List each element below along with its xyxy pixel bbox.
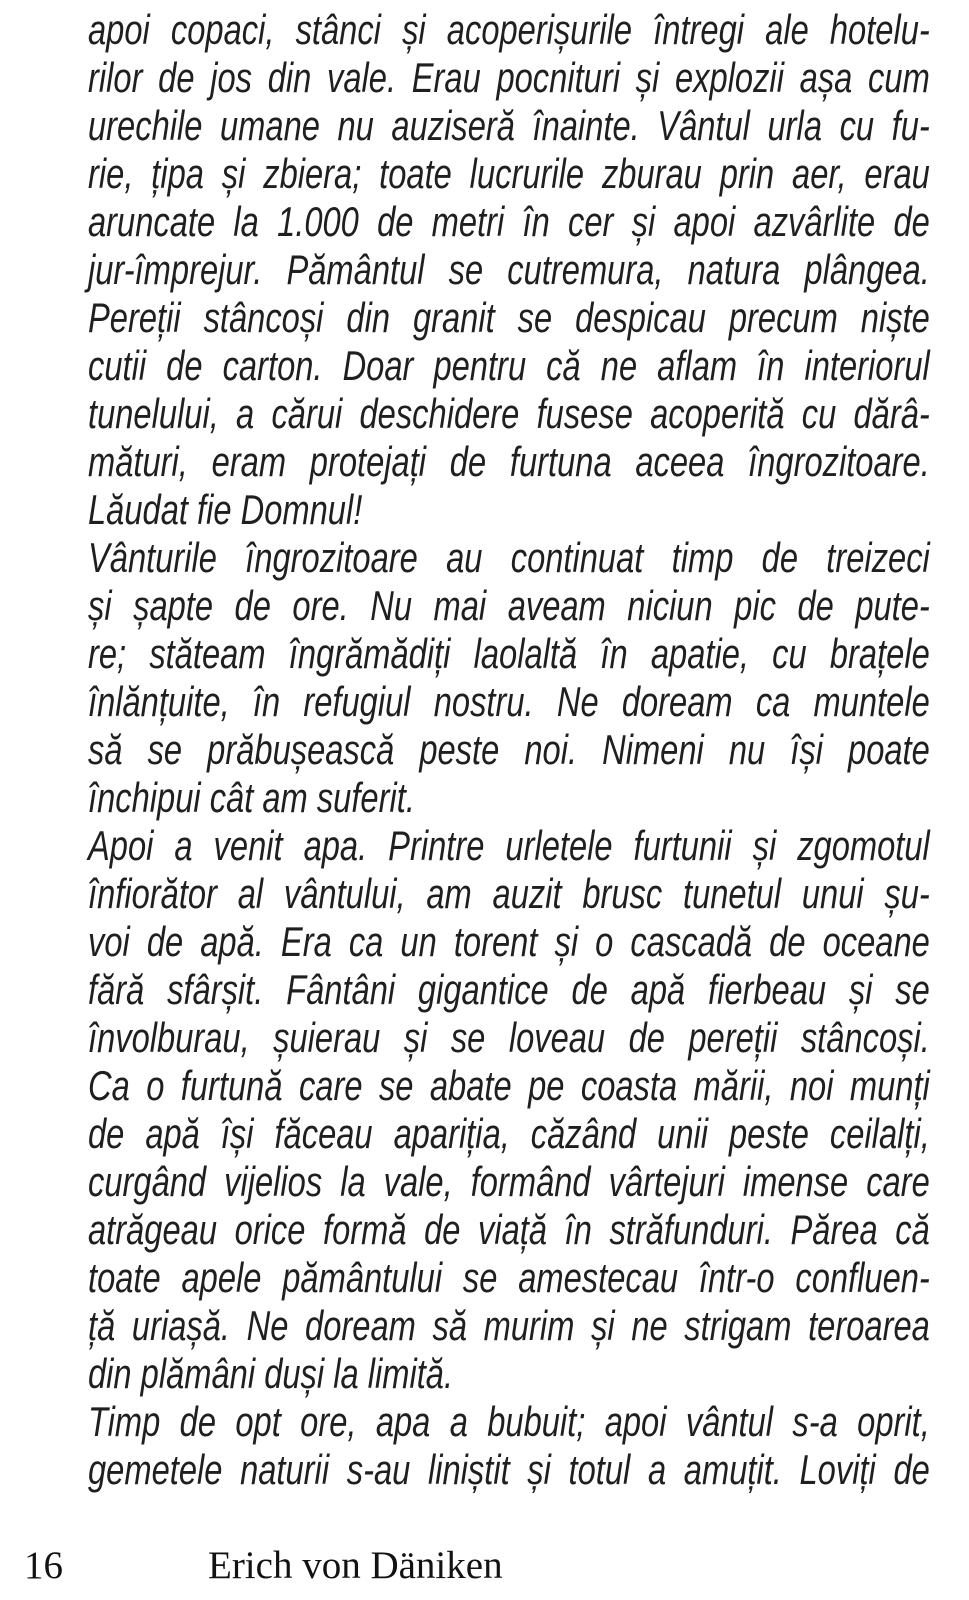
text-line: apoi copaci, stânci și acoperișurile întregi ale hotelu- [88,6,930,53]
text-line: voi de apă. Era ca un torent și o cascadă de oceane [88,918,930,965]
text-line: înfiorător al vântului, am auzit brusc tunetul unui șu- [88,870,930,917]
text-line: toate apele pământului se amestecau într-o confluen- [88,1254,930,1301]
text-line: gemetele naturii s-au liniștit și totul a amuțit. Loviți de [88,1446,930,1493]
text-line: Ca o furtună care se abate pe coasta mării, noi munți [88,1062,930,1109]
page-number: 16 [24,1544,63,1587]
text-line: și șapte de ore. Nu mai aveam niciun pic de pute- [88,582,930,629]
text-line: urechile umane nu auziseră înainte. Vântul urla cu fu- [88,102,930,149]
page-text [88,6,930,1494]
text-line: rilor de jos din vale. Erau pocnituri și explozii așa cum [88,54,930,101]
text-line: curgând vijelios la vale, formând vârtejuri imense care [88,1158,930,1205]
text-line: ță uriașă. Ne doream să murim și ne strigam teroarea [88,1302,930,1349]
text-line: jur-împrejur. Pământul se cutremura, natura plângea. [88,246,930,293]
text-line: învolburau, șuierau și se loveau de pereții stâncoși. [88,1014,930,1061]
text-line: Apoi a venit apa. Printre urletele furtunii și zgomotul [88,822,930,869]
text-line: Vânturile îngrozitoare au continuat timp de treizeci [88,534,930,581]
text-line: înlănțuite, în refugiul nostru. Ne doream ca muntele [88,678,930,725]
text-line: mături, eram protejați de furtuna aceea îngrozitoare. [88,438,930,485]
running-footer-author: Erich von Däniken [208,1544,503,1587]
text-line: atrăgeau orice formă de viață în străfunduri. Părea că [88,1206,930,1253]
text-line: fără sfârșit. Fântâni gigantice de apă fierbeau și se [88,966,930,1013]
text-line: Pereții stâncoși din granit se despicau precum niște [88,294,930,341]
text-line: din plămâni duși la limită. [88,1350,454,1397]
text-line: tunelului, a cărui deschidere fusese acoperită cu dărâ- [88,390,930,437]
text-line: de apă își făceau apariția, căzând unii peste ceilalți, [88,1110,930,1157]
text-line: închipui cât am suferit. [88,774,415,821]
text-line: Lăudat fie Domnul! [88,486,363,533]
text-line: rie, țipa și zbiera; toate lucrurile zburau prin aer, erau [88,150,930,197]
text-line: Timp de opt ore, apa a bubuit; apoi vântul s-a oprit, [88,1398,930,1445]
text-line: aruncate la 1.000 de metri în cer și apoi azvârlite de [88,198,930,245]
text-line: să se prăbușească peste noi. Nimeni nu își poate [88,726,930,773]
text-line: re; stăteam îngrămădiți laolaltă în apatie, cu brațele [88,630,930,677]
text-line: cutii de carton. Doar pentru că ne aflam în interiorul [88,342,930,389]
